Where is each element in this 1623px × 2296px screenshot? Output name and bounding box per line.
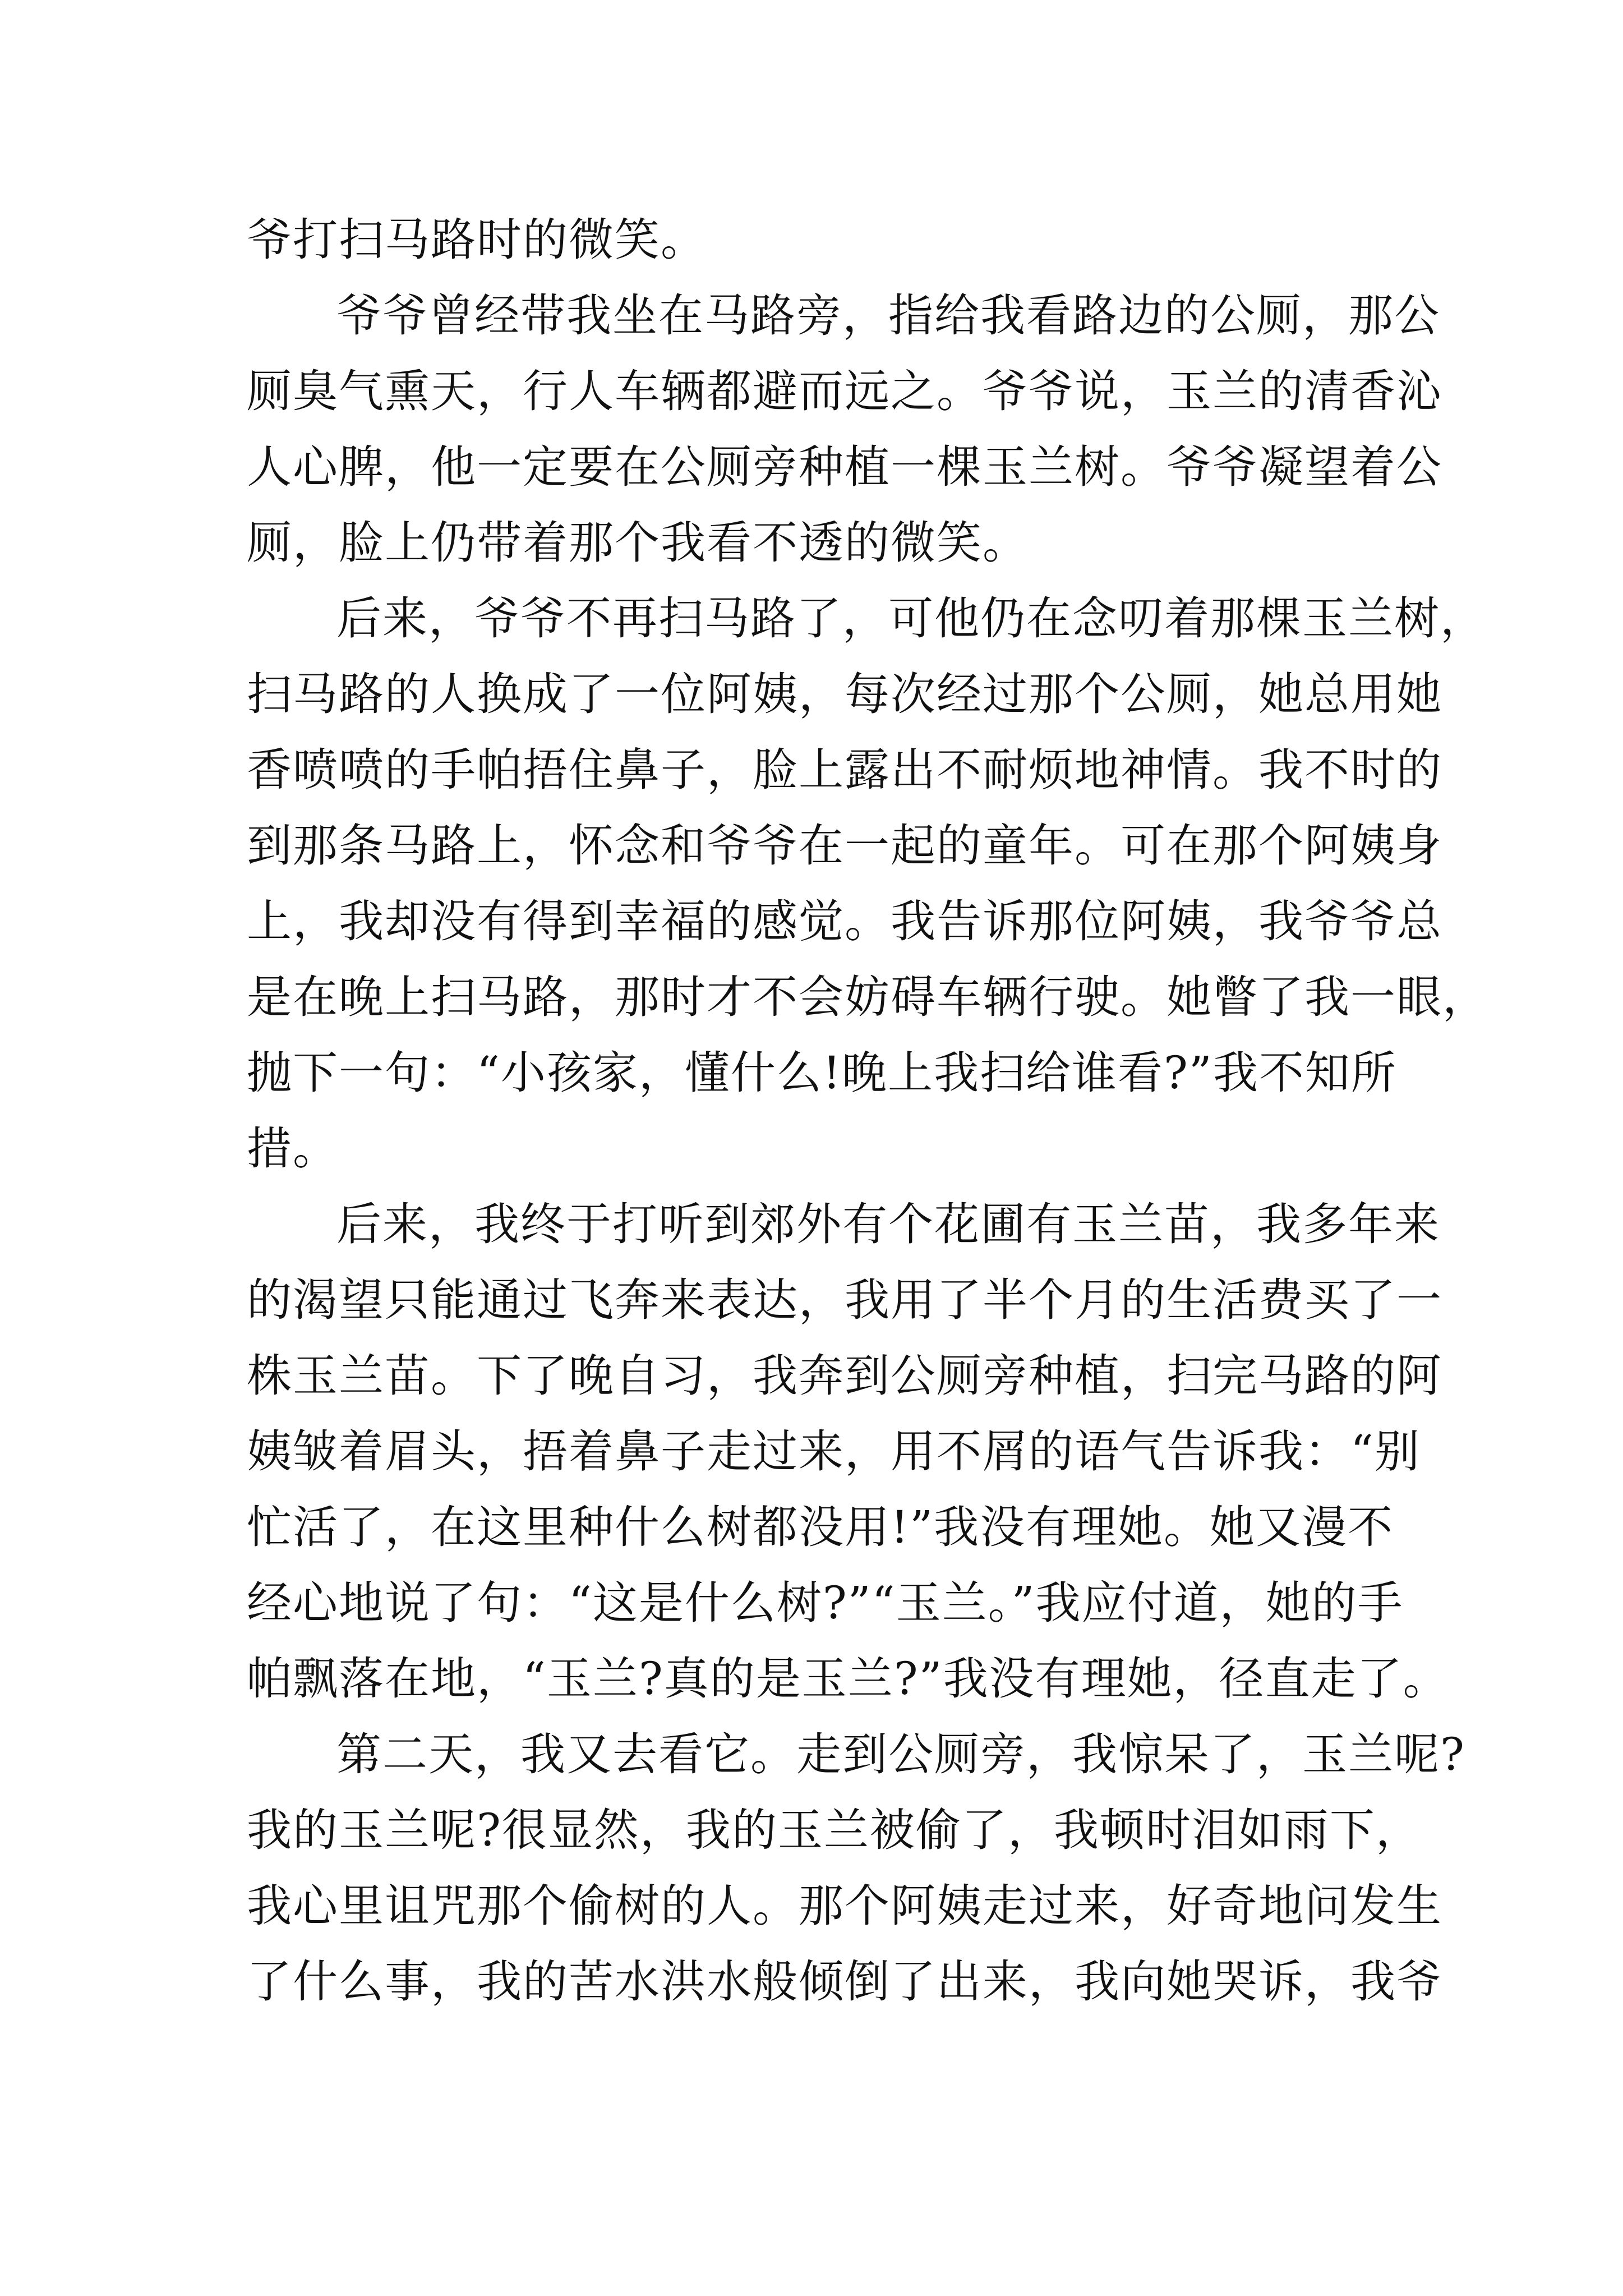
text-line: 措。 (247, 1122, 339, 1175)
text-line: 厕，脸上仍带着那个我看不透的微笑。 (247, 517, 1029, 569)
text-line: 到那条马路上，怀念和爷爷在一起的童年。可在那个阿姨身 (247, 820, 1442, 872)
text-line: 扫马路的人换成了一位阿姨，每次经过那个公厕，她总用她 (247, 668, 1442, 720)
paragraph-first-line: 后来，爷爷不再扫马路了，可他仍在念叨着那棵玉兰树， (336, 592, 1486, 645)
text-line: 我的玉兰呢?很显然，我的玉兰被偷了，我顿时泪如雨下， (247, 1804, 1422, 1856)
body-text (247, 202, 1488, 2019)
text-line: 人心脾，他一定要在公厕旁种植一棵玉兰树。爷爷凝望着公 (247, 441, 1442, 493)
text-line: 株玉兰苗。下了晚自习，我奔到公厕旁种植，扫完马路的阿 (247, 1350, 1442, 1402)
paragraph-first-line: 第二天，我又去看它。走到公厕旁，我惊呆了，玉兰呢? (336, 1728, 1465, 1780)
text-line: 爷打扫马路时的微笑。 (247, 214, 707, 266)
text-line: 了什么事，我的苦水洪水般倾倒了出来，我向她哭诉，我爷 (247, 1955, 1442, 2008)
text-line: 的渴望只能通过飞奔来表达，我用了半个月的生活费买了一 (247, 1274, 1442, 1326)
text-line: 我心里诅咒那个偷树的人。那个阿姨走过来，好奇地问发生 (247, 1880, 1442, 1932)
text-line: 是在晚上扫马路，那时才不会妨碍车辆行驶。她瞥了我一眼， (247, 971, 1488, 1023)
text-line: 姨皱着眉头，捂着鼻子走过来，用不屑的语气告诉我：“别 (247, 1425, 1421, 1478)
text-line: 抛下一句：“小孩家，懂什么!晚上我扫给谁看?”我不知所 (247, 1047, 1397, 1099)
text-line: 忙活了，在这里种什么树都没用!”我没有理她。她又漫不 (247, 1501, 1394, 1553)
text-line: 经心地说了句：“这是什么树?”“玉兰。”我应付道，她的手 (247, 1577, 1404, 1629)
text-line: 上，我却没有得到幸福的感觉。我告诉那位阿姨，我爷爷总 (247, 895, 1442, 947)
text-line: 厕臭气熏天，行人车辆都避而远之。爷爷说，玉兰的清香沁 (247, 365, 1442, 417)
paragraph-first-line: 爷爷曾经带我坐在马路旁，指给我看路边的公厕，那公 (336, 289, 1440, 342)
text-line: 香喷喷的手帕捂住鼻子，脸上露出不耐烦地神情。我不时的 (247, 744, 1442, 796)
paragraph-first-line: 后来，我终于打听到郊外有个花圃有玉兰苗，我多年来 (336, 1198, 1440, 1250)
text-line: 帕飘落在地，“玉兰?真的是玉兰?”我没有理她，径直走了。 (247, 1653, 1449, 1705)
